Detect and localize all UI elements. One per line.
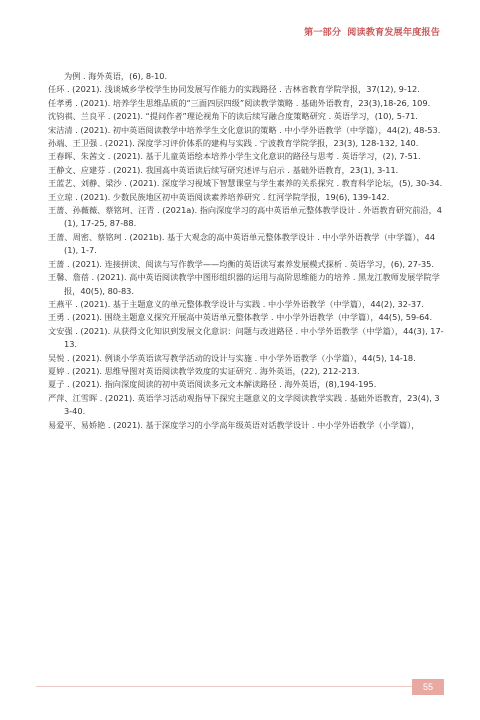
reference-entry: 文安强 . (2021). 从获得文化知识到发展文化意识：问题与改进路径 . 中小学外语教学（中学篇），44(3), 17-13. (48, 325, 444, 350)
reference-entry: 严萍、江雪晖 . (2021). 英语学习活动观指导下探究主题意义的文学阅读教学实践 . 基础外语教育，23(4), 33-40. (48, 392, 440, 417)
reference-entry: 王蔷、周密、蔡铭珂 . (2021b). 基于大观念的高中英语单元整体教学设计 . 中小学外语教学（中学篇），44(1), 1-7. (48, 231, 436, 256)
reference-entry: 宋洁清 . (2021). 初中英语阅读教学中培养学生文化意识的策略 . 中小学外语教学（中学篇），44(2), 48-53. (48, 124, 441, 135)
reference-entry: 为例 . 海外英语，(6), 8-10. (64, 71, 168, 81)
reference-entry: 王勇 . (2021). 围绕主题意义探究开展高中英语单元整体教学 . 中小学外语教学（中学篇），44(5), 59-64. (48, 312, 433, 323)
reference-entry: 王春晖、朱茜文 . (2021). 基于儿童英语绘本培养小学生文化意识的路径与思考 . 英语学习，(2), 7-51. (48, 151, 421, 162)
reference-entry: 夏子 . (2021). 指向深度阅读的初中英语阅读多元文本解读路径 . 海外英语，(8),194-195. (48, 379, 377, 390)
running-header (304, 24, 440, 38)
reference-entry: 沈钧祺、兰良平 . (2021). “提问作者”理论视角下的读后续写融合度策略研究 . 英语学习，(10), 5-71. (48, 111, 418, 122)
reference-entry: 王蓝艺、刘静、梁沙 . (2021). 深度学习视域下智慧课堂与学生素养的关系探究 . 教育科学论坛，(5), 30-34. (48, 178, 443, 189)
reference-entry: 易爱平、易娇艳 . (2021). 基于深度学习的小学高年级英语对话教学设计 . 中小学外语教学（小学篇）， (48, 419, 420, 430)
reference-entry: 孙端、王卫强 . (2021). 深度学习评价体系的建构与实践 . 宁波教育学院学报，23(3), 128-132, 140. (48, 138, 419, 149)
reference-entry: 任孝勇 . (2021). 培养学生思维品质的“三面四层四级”阅读教学策略 . 基础外语教育，23(3),18-26, 109. (48, 97, 431, 108)
reference-entry: 王蔷、孙薇薇、蔡铭珂、汪青 . (2021a). 指向深度学习的高中英语单元整体教学设计 . 外语教育研究前沿，4(1), 17-25, 87-88. (48, 205, 442, 229)
page-number: 55 (412, 679, 444, 695)
reference-entry: 任环 . (2021). 浅谈城乡学校学生协同发展写作能力的实践路径 . 吉林省教育学院学报，37(12), 9-12. (48, 84, 420, 95)
header-title: 阅读教育发展年度报告 (347, 27, 440, 38)
footer-rule (36, 686, 412, 687)
header-part: 第一部分 (303, 27, 342, 38)
reference-list (48, 70, 444, 432)
reference-entry: 夏婷 . (2021). 思维导图对英语阅读教学效度的实证研究 . 海外英语，(22), 212-213. (48, 365, 360, 376)
reference-entry: 吴悦 . (2021). 例谈小学英语读写教学活动的设计与实施 . 中小学外语教学（小学篇），44(5), 14-18. (48, 352, 416, 363)
reference-entry: 王立琼 . (2021). 少数民族地区初中英语阅读素养培养研究 . 红河学院学报，19(6), 139-142. (48, 191, 390, 202)
reference-entry: 王蔷 . (2021). 连接拼读、阅读与写作教学——均衡的英语读写素养发展模式探析 . 英语学习，(6), 27-35. (48, 258, 434, 269)
reference-entry: 王馨、詹蓓 . (2021). 高中英语阅读教学中图形组织器的运用与高阶思维能力的培养 . 黑龙江教师发展学院学报，40(5), 80-83. (48, 272, 440, 296)
reference-entry: 王静文、应建芬 . (2021). 我国高中英语读后续写研究述评与启示 . 基础外语教育，23(1), 3-11. (48, 164, 399, 175)
reference-entry: 王燕平 . (2021). 基于主题意义的单元整体教学设计与实践 . 中小学外语教学（中学篇），44(2), 32-37. (48, 298, 424, 309)
